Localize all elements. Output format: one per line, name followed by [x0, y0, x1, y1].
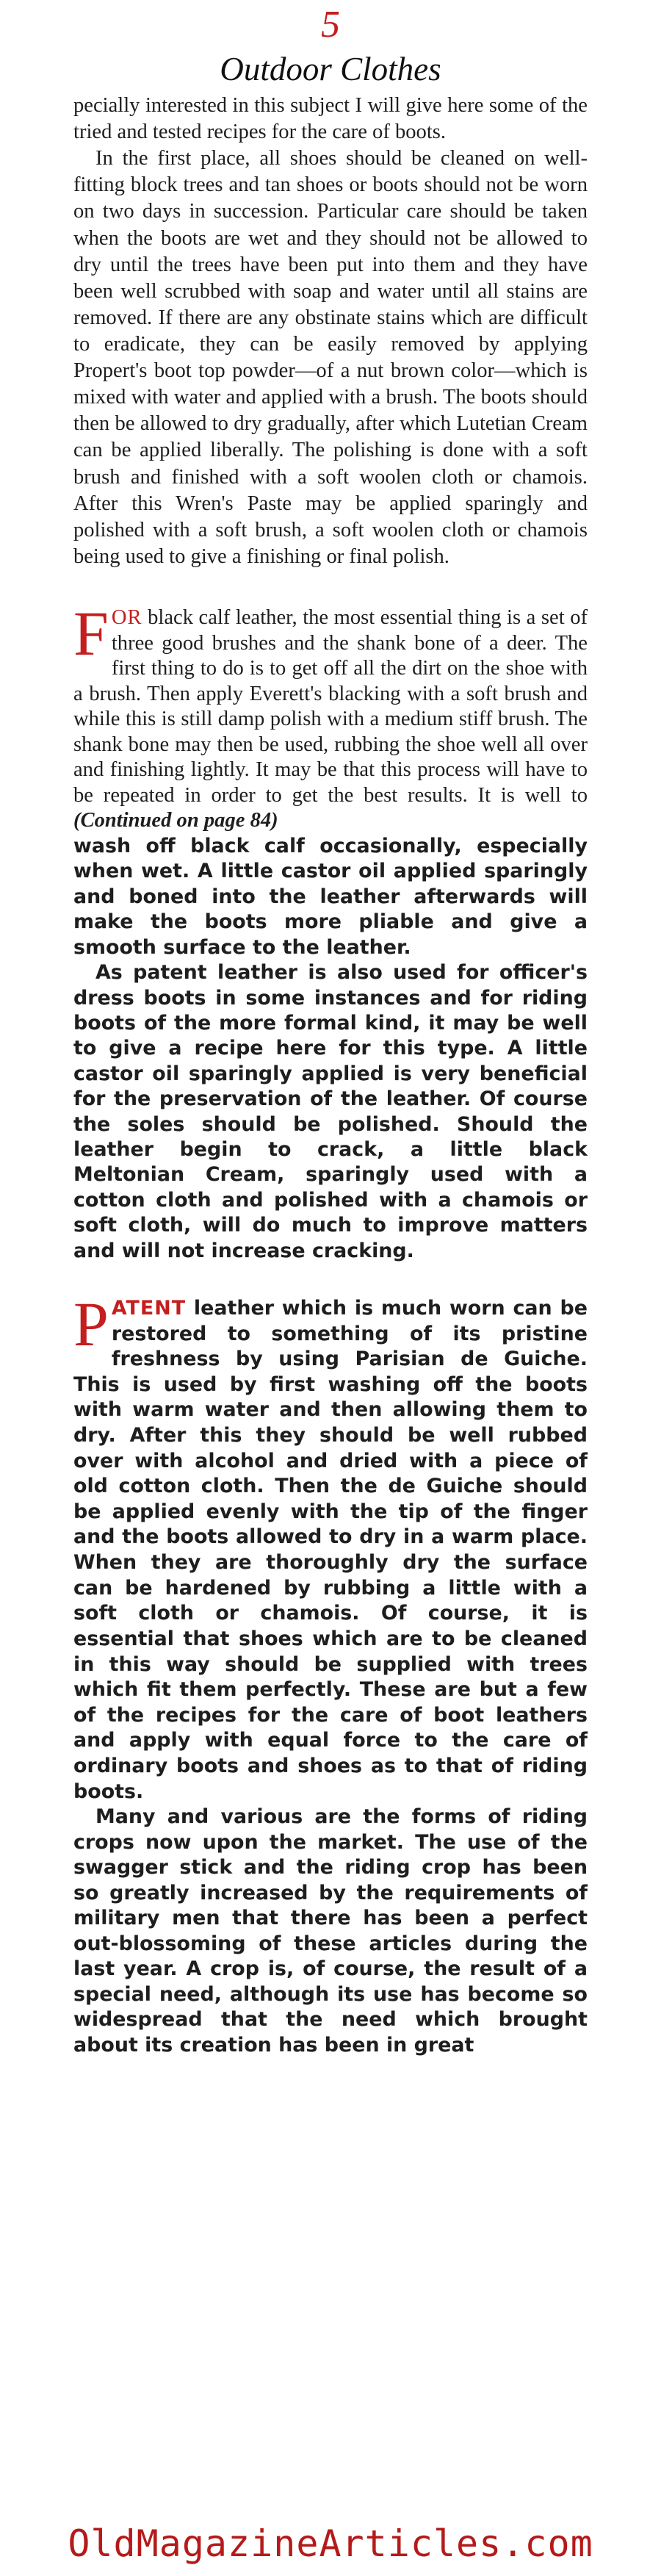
paragraph-black-calf	[73, 598, 588, 834]
paragraph-patent-body: leather which is much worn can be restored to something of its pristine freshness by using Parisian de Guiche. This is used by first washing off the boots with warm water and then allowing them to dry. After this they should be well rubbed over with alcohol and dried with a piece of old cotton cloth. Then the de Guiche should be applied evenly with the tip of the finger and the boots allowed to dry in a warm place. When they are thoroughly dry the surface can be hardened by rubbing a little with a soft cloth or chamois. Of course, it is essential that shoes which are to be cleaned in this way should be supplied with trees which fit them perfectly. These are but a few of the recipes for the care of boot leathers and apply with equal force to the care of ordinary boots and shoes as to that of riding boots.	[73, 1297, 588, 1803]
paragraph-black-calf-body: black calf leather, the most essential thing is a set of three good brushes and the shank bone of a deer. The first thing to do is to get off all the dirt on the shoe with a brush. Then apply Everett's blacking with a soft brush and while this is still damp polish with a medium stiff brush. The shank bone may then be used, rubbing the shoe well all over and finishing lightly. It may be that this process will have to be repeated in order to get the best results. It is well to	[73, 606, 588, 807]
article-section-continued	[73, 834, 588, 1264]
drop-cap-p: P	[73, 1289, 109, 1359]
article-section-crops	[73, 1805, 588, 2058]
paragraph-wash-calf: wash off black calf occasionally, especially when wet. A little castor oil applied sparingly and boned into the leather afterwards will make the boots more pliable and give a smooth surface to the leather.	[73, 835, 588, 959]
paragraph-riding-crops: Many and various are the forms of riding crops now upon the market. The use of the swagger stick and the riding crop has been so greatly increased by the requirements of military men that there has been a perfect out-blossoming of these articles during the last year. A crop is, of course, the result of a special need, although its use has become so widespread that the need which brought about its creation has been in great	[73, 1805, 588, 2057]
drop-cap-f: F	[73, 598, 109, 669]
small-caps-lead: OR	[111, 606, 142, 629]
paragraph-patent-dress: As patent leather is also used for officer's dress boots in some instances and for riding boots of the more formal kind, it may be well to give a recipe here for this type. A little castor oil sparingly applied is very beneficial for the preservation of the leather. Of course the soles should be polished. Should the leather begin to crack, a little black Meltonian Cream, sparingly used with a cotton cloth and polished with a chamois or soft cloth, will do much to improve matters and will not increase cracking.	[73, 961, 588, 1262]
article-section-patent	[73, 1289, 588, 1805]
small-caps-lead: ATENT	[111, 1297, 187, 1320]
paragraph-intro: pecially interested in this subject I will give here some of the tried and tested recipes for the care of boots.	[73, 94, 588, 144]
page-title: Outdoor Clothes	[220, 51, 441, 87]
paragraph-patent-restore	[73, 1289, 588, 1805]
paragraph-tan-shoes: In the first place, all shoes should be cleaned on well-fitting block trees and tan shoes or boots should not be worn on two days in succession. Particular care should be taken when the boots are wet and they should not be allowed to dry until the trees have been put into them and they have been well scrubbed with soap and water until all stains are removed. If there are any obstinate stains which are difficult to eradicate, they can be easily removed by applying Propert's boot top powder—of a nut brown color—which is mixed with water and applied with a brush. The boots should then be allowed to dry gradually, after which Lutetian Cream can be applied liberally. The polishing is done with a soft brush and finished with a soft woolen cloth or chamois. After this Wren's Paste may be applied sparingly and polished with a soft brush, a soft woolen cloth or chamois being used to give a finishing or final polish.	[73, 147, 588, 568]
page-number: 5	[321, 4, 340, 46]
site-watermark: OldMagazineArticles.com	[68, 2522, 593, 2565]
article-section-black-calf	[73, 598, 588, 834]
continued-note: (Continued on page 84)	[73, 809, 278, 832]
article-section-boot-care	[73, 93, 588, 570]
